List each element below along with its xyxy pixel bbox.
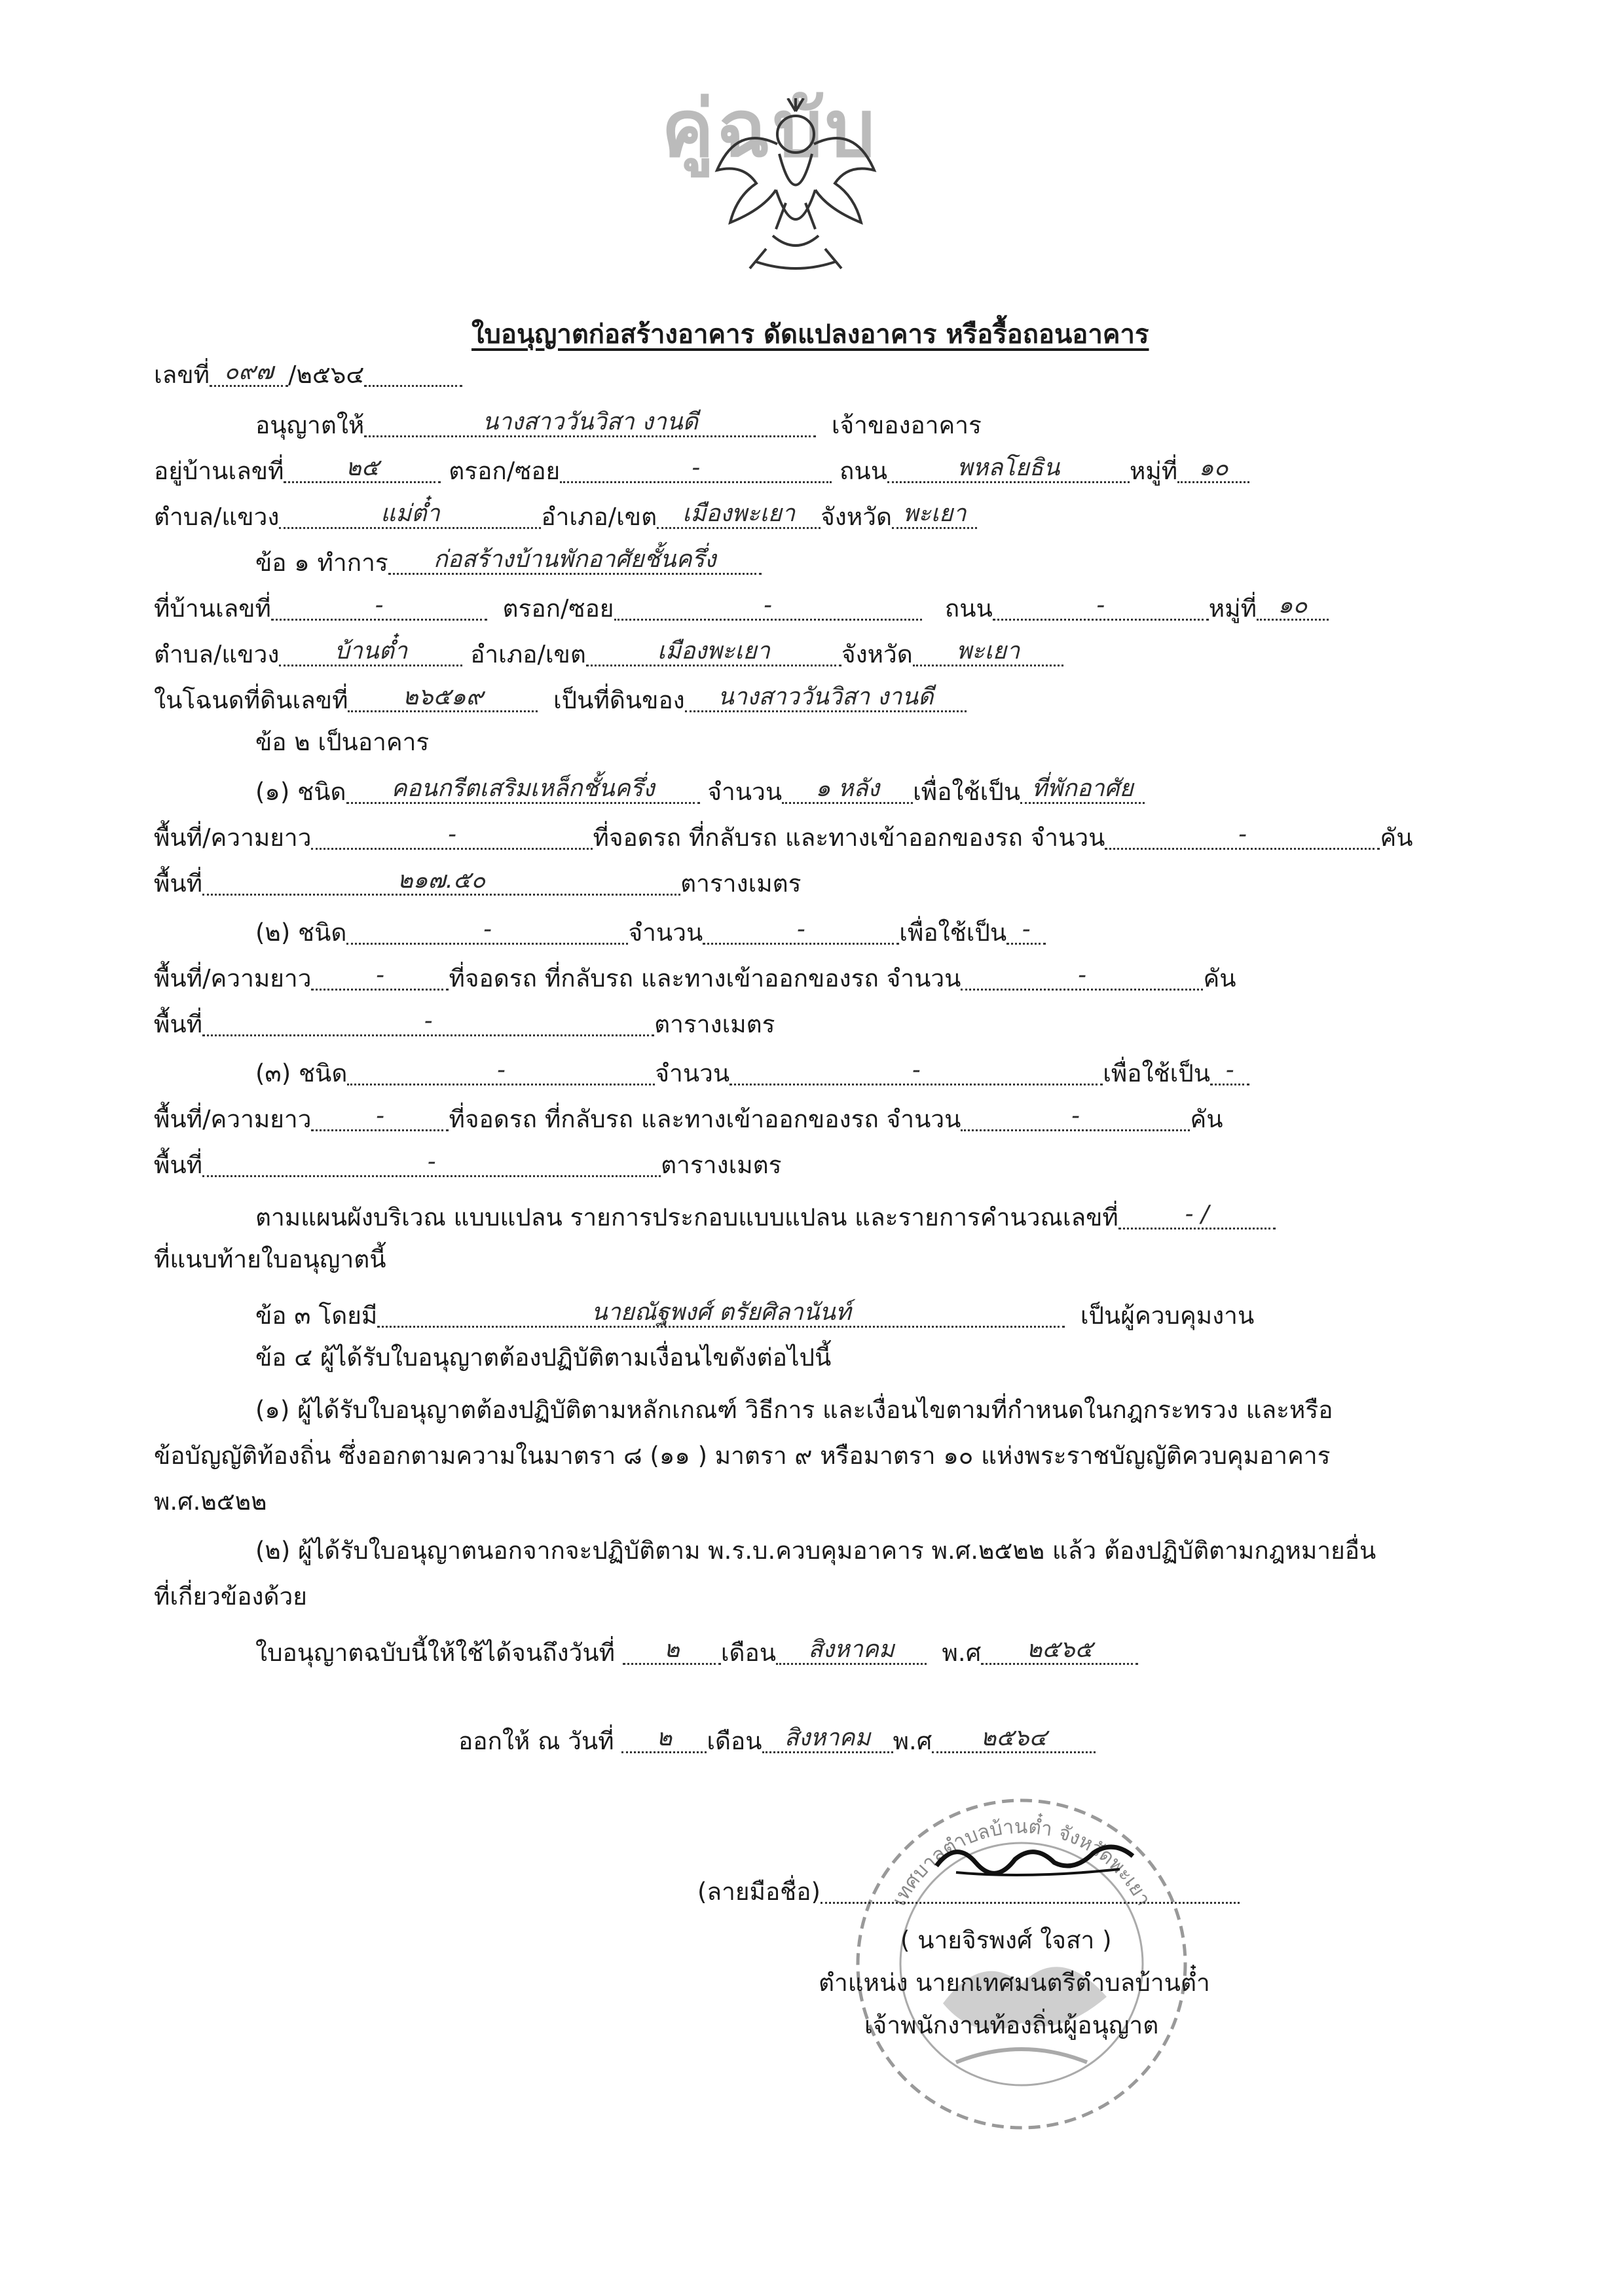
signer-authority: เจ้าพนักงานท้องถิ่นผู้อนุญาต xyxy=(864,2011,1159,2039)
clause4-c1-line1: (๑) ผู้ได้รับใบอนุญาตต้องปฏิบัติตามหลักเกณฑ์ วิธีการ และเงื่อนไขตามที่กำหนดในกฎกระทรวง และหรือ xyxy=(255,1396,1333,1424)
validity-line: ใบอนุญาตฉบับนี้ให้ใช้ได้จนถึงวันที่ ๒ เดือน สิงหาคม พ.ศ ๒๕๖๕ xyxy=(255,1637,1138,1665)
clause1-deed-line: ในโฉนดที่ดินเลขที่ ๒๖๕๑๙ เป็นที่ดินของ นางสาววันวิสา งานดี xyxy=(154,684,967,712)
clause3-line: ข้อ ๓ โดยมี นายณัฐพงศ์ ตรัยศิลานันท์ เป็นผู้ควบคุมงาน xyxy=(255,1299,1255,1330)
copy-stamp: คู่ฉบับ xyxy=(661,84,878,175)
clause4-c2-line1: (๒) ผู้ได้รับใบอนุญาตนอกจากจะปฏิบัติตาม พ.ร.บ.ควบคุมอาคาร พ.ศ.๒๕๒๒ แล้ว ต้องปฏิบัติตามกฎหมายอื่น xyxy=(255,1537,1376,1565)
clause4-c1-line3: พ.ศ.๒๕๒๒ xyxy=(154,1487,267,1516)
signature-line: (ลายมือชื่อ) xyxy=(697,1876,1240,1904)
clause2-heading: ข้อ ๒ เป็นอาคาร xyxy=(255,728,430,756)
building-1-type-line: (๑) ชนิด คอนกรีตเสริมเหล็กชั้นครึ่ง จำนวน ๑ หลัง เพื่อใช้เป็น ที่พักอาศัย xyxy=(255,776,1145,804)
grantee-address-line: อยู่บ้านเลขที่ ๒๕ ตรอก/ซอย - ถนน พหลโยธิน หมู่ที่ ๑๐ xyxy=(154,455,1249,483)
seal-text: เทศบาลตำบลบ้านต๋ำ จังหวัดพะเยา xyxy=(887,1815,1156,1910)
garuda-emblem-icon xyxy=(710,98,881,282)
plan-reference-line-2: ที่แนบท้ายใบอนุญาตนี้ xyxy=(154,1245,386,1273)
clause4-c1-line2: ข้อบัญญัติท้องถิ่น ซึ่งออกตามความในมาตรา ๘ (๑๑ ) มาตรา ๙ หรือมาตรา ๑๐ แห่งพระราชบัญญัติควบคุมอาคาร xyxy=(154,1442,1331,1470)
clause1-address-line: ที่บ้านเลขที่ - ตรอก/ซอย - ถนน - หมู่ที่ ๑๐ xyxy=(154,592,1329,621)
signature-scribble xyxy=(930,1827,1139,1886)
signer-position: ตำแหน่ง นายกเทศมนตรีตำบลบ้านต๋ำ xyxy=(819,1969,1210,1997)
permit-number-value: ๐๙๗ xyxy=(210,359,288,387)
issued-line: ออกให้ ณ วันที่ ๒ เดือน สิงหาคม พ.ศ ๒๕๖๔ xyxy=(458,1725,1096,1753)
plan-reference-line: ตามแผนผังบริเวณ แบบแปลน รายการประกอบแบบแปลน และรายการคำนวณเลขที่ - / xyxy=(255,1201,1276,1230)
grantee-name: นางสาววันวิสา งานดี xyxy=(364,409,816,437)
clause4-c2-line2: ที่เกี่ยวข้องด้วย xyxy=(154,1582,307,1611)
building-2-parking-line: พื้นที่/ความยาว - ที่จอดรถ ที่กลับรถ และทางเข้าออกของรถ จำนวน - คัน xyxy=(154,962,1236,993)
building-1-area-line: พื้นที่ ๒๑๗.๕๐ ตารางเมตร xyxy=(154,867,802,898)
building-1-parking-line: พื้นที่/ความยาว - ที่จอดรถ ที่กลับรถ และทางเข้าออกของรถ จำนวน - คัน xyxy=(154,821,1413,852)
building-2-area-line: พื้นที่ - ตารางเมตร xyxy=(154,1008,775,1038)
clause1-location-line: ตำบล/แขวง บ้านต๋ำ อำเภอ/เขต เมืองพะเยา จังหวัด พะเยา xyxy=(154,638,1063,666)
building-2-type-line: (๒) ชนิด - จำนวน - เพื่อใช้เป็น - xyxy=(255,917,1046,945)
clause4-heading: ข้อ ๔ ผู้ได้รับใบอนุญาตต้องปฏิบัติตามเงื่อนไขดังต่อไปนี้ xyxy=(255,1343,832,1372)
clause1-line: ข้อ ๑ ทำการ ก่อสร้างบ้านพักอาศัยชั้นครึ่ง xyxy=(255,547,762,575)
building-3-parking-line: พื้นที่/ความยาว - ที่จอดรถ ที่กลับรถ และทางเข้าออกของรถ จำนวน - คัน xyxy=(154,1102,1223,1133)
building-3-area-line: พื้นที่ - ตารางเมตร xyxy=(154,1148,782,1179)
grantee-location-line: ตำบล/แขวง แม่ต๋ำ อำเภอ/เขต เมืองพะเยา จังหวัด พะเยา xyxy=(154,501,977,529)
permit-number-line: เลขที่ ๐๙๗ /๒๕๖๔ xyxy=(154,359,462,387)
signer-name: ( นายจิรพงศ์ ใจสา ) xyxy=(900,1926,1112,1954)
document-title: ใบอนุญาตก่อสร้างอาคาร ดัดแปลงอาคาร หรือรื้อถอนอาคาร xyxy=(471,319,1149,350)
grantee-line: อนุญาตให้ นางสาววันวิสา งานดี เจ้าของอาคาร xyxy=(255,409,982,439)
building-3-type-line: (๓) ชนิด - จำนวน - เพื่อใช้เป็น - xyxy=(255,1057,1249,1085)
